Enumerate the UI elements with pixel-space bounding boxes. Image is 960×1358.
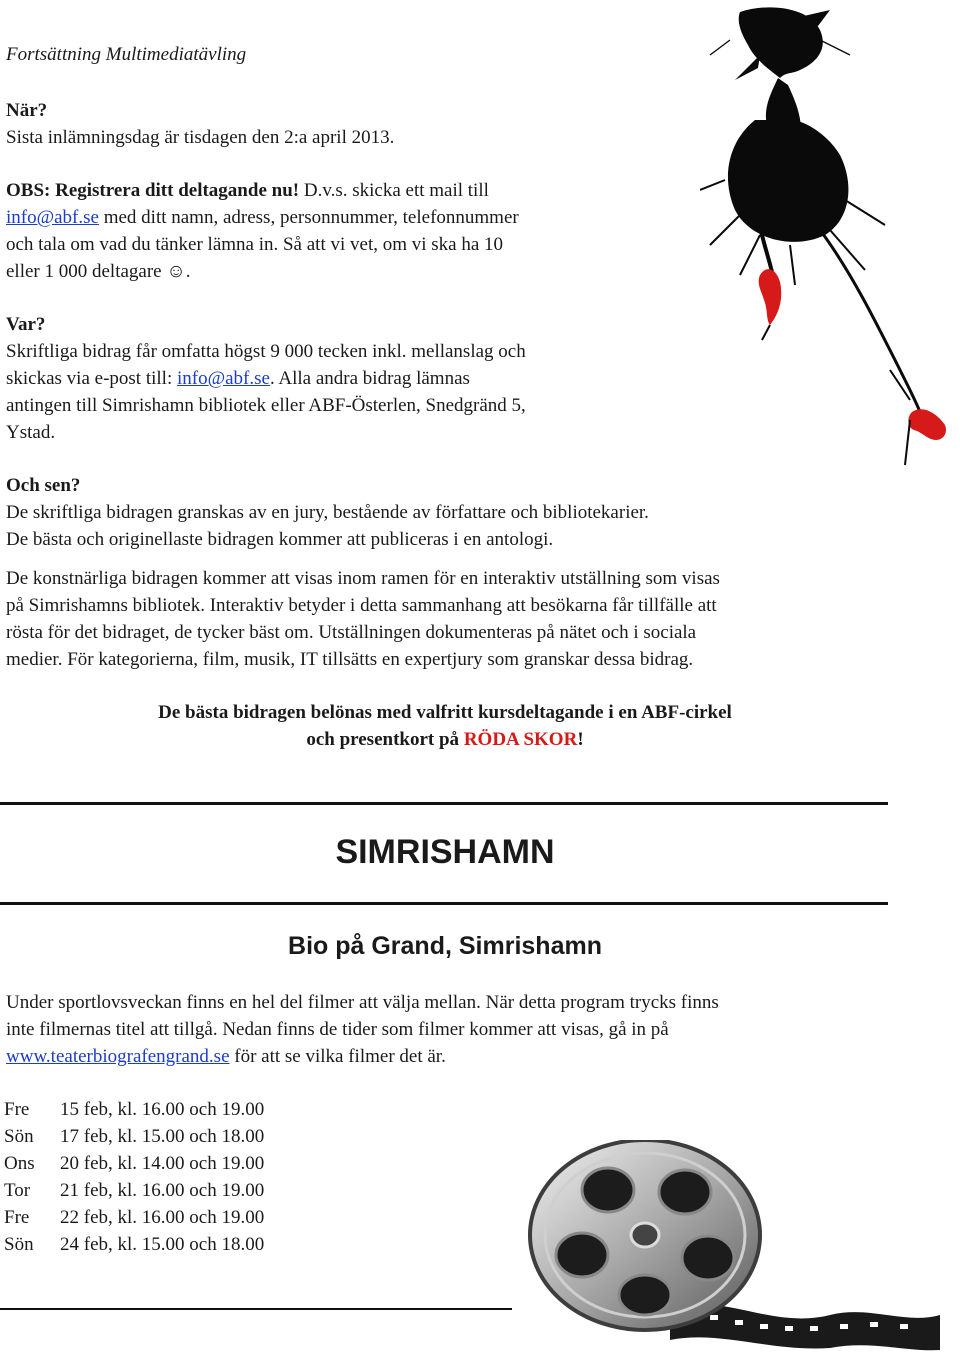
- obs-line-2: [6, 204, 519, 231]
- schedule-row: [4, 1096, 264, 1123]
- prize-red-shoes: RÖDA SKOR: [463, 729, 578, 750]
- footer-rule: [0, 1308, 512, 1310]
- cinema-line-3-post: för att se vilka filmer det är.: [229, 1046, 446, 1067]
- schedule-row: [4, 1231, 264, 1258]
- schedule-day: Sön: [4, 1126, 34, 1147]
- where-line-2-pre: skickas via e-post till:: [6, 368, 177, 389]
- exhibition-line-3: rösta för det bidraget, de tycker bäst om. Utställningen dokumenteras på nätet och i sociala: [6, 622, 697, 643]
- prize-line-2: [0, 726, 890, 753]
- when-heading: När?: [6, 100, 48, 121]
- schedule-time: 15 feb, kl. 16.00 och 19.00: [60, 1099, 265, 1120]
- schedule-row: [4, 1177, 264, 1204]
- schedule-time: 20 feb, kl. 14.00 och 19.00: [60, 1153, 265, 1174]
- where-line-3: antingen till Simrishamn bibliotek eller ABF-Österlen, Snedgränd 5,: [6, 395, 526, 416]
- where-line-4: Ystad.: [6, 422, 56, 443]
- schedule-row: [4, 1123, 264, 1150]
- continuation-heading: Fortsättning Multimediatävling: [6, 44, 247, 65]
- exhibition-line-2: på Simrishamns bibliotek. Interaktiv betyder i detta sammanhang att besökarna får tillfälle att: [6, 595, 717, 616]
- obs-line-4: eller 1 000 deltagare ☺.: [6, 261, 191, 282]
- schedule-time: 21 feb, kl. 16.00 och 19.00: [60, 1180, 265, 1201]
- obs-label: OBS: Registrera ditt deltagande nu!: [6, 180, 300, 201]
- where-line-2-post: . Alla andra bidrag lämnas: [269, 368, 470, 389]
- schedule-day: Sön: [4, 1234, 34, 1255]
- cinema-line-1: Under sportlovsveckan finns en hel del filmer att välja mellan. När detta program trycks finns: [6, 992, 719, 1013]
- schedule-time: 24 feb, kl. 15.00 och 18.00: [60, 1234, 265, 1255]
- schedule-day: Fre: [4, 1207, 30, 1228]
- cinema-line-3: [6, 1043, 446, 1070]
- then-heading: Och sen?: [6, 475, 81, 496]
- schedule-day: Fre: [4, 1099, 30, 1120]
- schedule-row: [4, 1150, 264, 1177]
- obs-email-link[interactable]: info@abf.se: [6, 207, 99, 228]
- prize-line-1: De bästa bidragen belönas med valfritt kursdeltagande i en ABF-cirkel: [158, 702, 732, 723]
- section-bottom-rule: [0, 902, 888, 905]
- film-reel-icon: [520, 1140, 940, 1352]
- where-email-link[interactable]: info@abf.se: [176, 368, 270, 389]
- section-subtitle: Bio på Grand, Simrishamn: [288, 932, 602, 960]
- cinema-line-2: inte filmernas titel att tillgå. Nedan finns de tider som filmer kommer att visas, gå in på: [6, 1019, 669, 1040]
- where-line-2: [6, 365, 470, 392]
- where-line-1: Skriftliga bidrag får omfatta högst 9 000 tecken inkl. mellanslag och: [6, 341, 526, 362]
- section-title: SIMRISHAMN: [335, 833, 555, 871]
- schedule-time: 17 feb, kl. 15.00 och 18.00: [60, 1126, 265, 1147]
- schedule-day: Tor: [4, 1180, 31, 1201]
- schedule-row: [4, 1204, 264, 1231]
- obs-line-2-rest: med ditt namn, adress, personnummer, telefonnummer: [98, 207, 519, 228]
- cinema-website-link[interactable]: www.teaterbiografengrand.se: [6, 1046, 230, 1067]
- exhibition-line-1: De konstnärliga bidragen kommer att visas inom ramen för en interaktiv utställning som visas: [6, 568, 720, 589]
- schedule-time: 22 feb, kl. 16.00 och 19.00: [60, 1207, 265, 1228]
- where-heading: Var?: [6, 314, 46, 335]
- then-line-1: De skriftliga bidragen granskas av en jury, bestående av författare och bibliotekarier.: [6, 502, 649, 523]
- prize-line-2-pre: och presentkort på: [306, 729, 464, 750]
- obs-after-label: D.v.s. skicka ett mail till: [299, 180, 489, 201]
- then-line-2: De bästa och originellaste bidragen kommer att publiceras i en antologi.: [6, 529, 554, 550]
- section-top-rule: [0, 802, 888, 805]
- schedule-table: [4, 1096, 264, 1258]
- obs-line-3: och tala om vad du tänker lämna in. Så att vi vet, om vi ska ha 10: [6, 234, 504, 255]
- deadline-text: Sista inlämningsdag är tisdagen den 2:a april 2013.: [6, 127, 395, 148]
- obs-line-1: [6, 177, 489, 204]
- dancer-red-shoes-illustration: [700, 0, 950, 470]
- prize-line-2-post: !: [577, 729, 584, 750]
- exhibition-line-4: medier. För kategorierna, film, musik, IT tillsätts en expertjury som granskar dessa bidrag.: [6, 649, 694, 670]
- schedule-day: Ons: [4, 1153, 35, 1174]
